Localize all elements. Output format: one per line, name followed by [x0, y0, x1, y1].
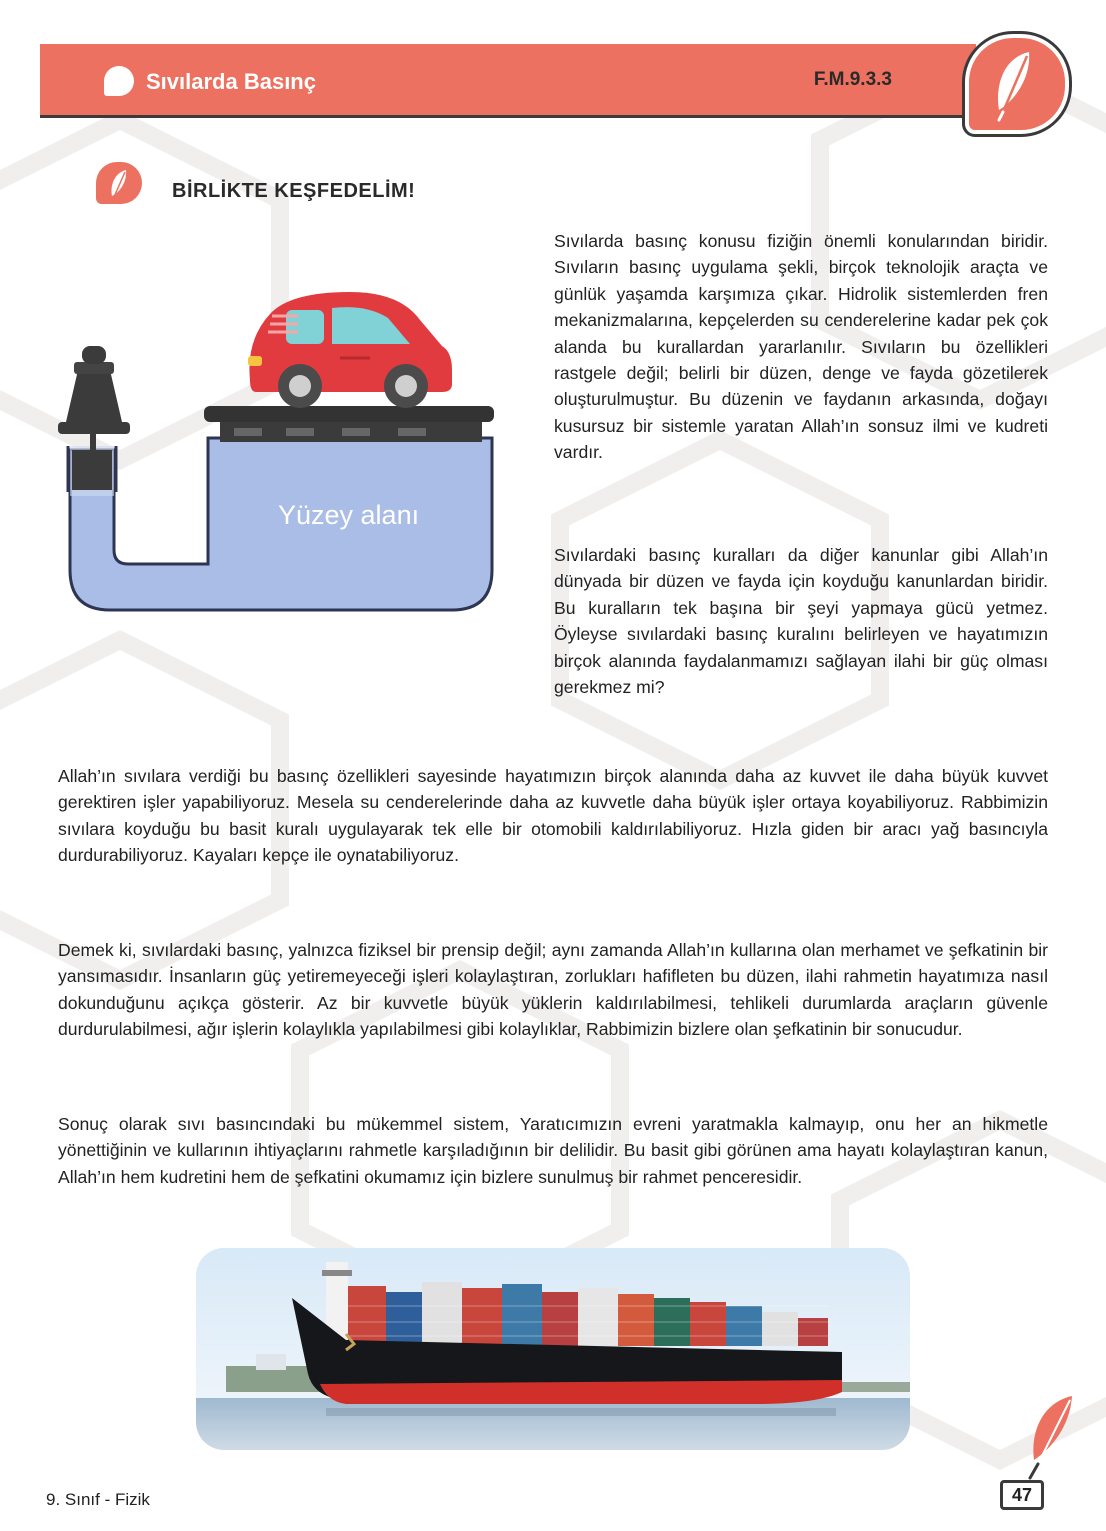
page-number: 47: [1000, 1480, 1044, 1510]
question-paragraph: Sıvılardaki basınç kuralları da diğer kanunlar gibi Allah’ın dünyada bir düzen ve fayda için koyduğu kanunlardan biridir. Bu kuralların tek başına bir şeyi yapmaya gücü yetmez. Öyleyse sıvılardaki basınç kuralını belirleyen ve hayatımızın birçok alanında faydalanmamızı sağlayan ilahi bir güç olması gerekmez mi?: [554, 545, 1048, 698]
intro-paragraph: Sıvılarda basınç konusu fiziğin önemli konularından biridir. Sıvıların basınç uygulama şekli, birçok teknolojik araçta ve günlük yaşamda karşımıza çıkar. Hidrolik sistemlerden fren mekanizmalarına, kepçelerden su cenderelerine kadar pek çok alanda bu kurallardan yararlanılır. Sıvıların bu özellikleri rastgele değil; belirli bir düzen, denge ve fayda gözetilerek oluşturulmuştur. Bu düzenin ve faydanın arkasında, doğayı kusursuz bir sistemle yaratan Allah’ın sonsuz ilmi ve kudreti vardır.: [554, 231, 1048, 463]
feather-badge: [965, 34, 1069, 134]
hydraulic-press-illustration: [50, 280, 510, 620]
surface-area-label: Yüzey alanı: [278, 500, 420, 530]
header-bullet-icon: [104, 66, 134, 96]
curriculum-code: F.M.9.3.3: [813, 69, 892, 90]
small-piston: [72, 450, 112, 490]
section-feather-icon: [96, 162, 142, 204]
container-ship-photo: [196, 1248, 910, 1450]
footer-course-label: 9. Sınıf - Fizik: [46, 1490, 150, 1509]
body-paragraph-1: Allah’ın sıvılara verdiği bu basınç özellikleri sayesinde hayatımızın birçok alanında daha az kuvvet ile daha büyük kuvvet gerektiren işler yapabiliyoruz. Mesela su cenderelerinde daha az kuvvetle daha büyük işler ortaya koyabiliyoruz. Rabbimizin sıvılara koyduğu bu basit kuralı uygulayarak tek elle bir otomobili kaldırılabiliyoruz. Hızla giden bir aracı yağ basıncıyla durdurabiliyoruz. Kayaları kepçe ile oynatabiliyoruz.: [58, 766, 1048, 866]
page-title: Sıvılarda Basınç: [146, 69, 316, 94]
section-title: BİRLİKTE KEŞFEDELİM!: [172, 180, 416, 202]
body-paragraph-2: Demek ki, sıvılardaki basınç, yalnızca fiziksel bir prensip değil; aynı zamanda Allah’ın kullarına olan merhamet ve şefkatinin bir yansımasıdır. İnsanların güç yetiremeyeceği işleri kolaylaştıran, zorlukları hafifleten bu düzen, ilahi rahmetin hayatımıza nasıl dokunduğunu açıkça gösterir. Az bir kuvvetle büyük yüklerin kaldırılabilmesi, tehlikeli durumlarda araçların güvenle durdurulabilmesi, ağır işlerin kolaylıkla yapılabilmesi gibi kolaylıklar, Rabbimizin bizlere olan şefkatinin bir sonucudur.: [58, 940, 1048, 1040]
conclusion-paragraph: Sonuç olarak sıvı basıncındaki bu mükemmel sistem, Yaratıcımızın evreni yaratmakla kalmayıp, onu her an hikmetle yönettiğinin ve kullarının ihtiyaçlarını rahmetle karşıladığının bir delilidir. Bu basit gibi görünen ama hayatı kolaylaştıran kanun, Allah’ın hem kudretini hem de şefkatini okumamız için bizlere sunulmuş bir rahmet penceresidir.: [58, 1114, 1048, 1187]
large-piston-platform: [204, 406, 494, 422]
weight-icon: [66, 370, 122, 422]
car-icon: [248, 292, 452, 408]
header-bar: [40, 44, 976, 118]
feather-icon: [969, 38, 1065, 130]
feather-pen-icon: [1008, 1392, 1080, 1484]
